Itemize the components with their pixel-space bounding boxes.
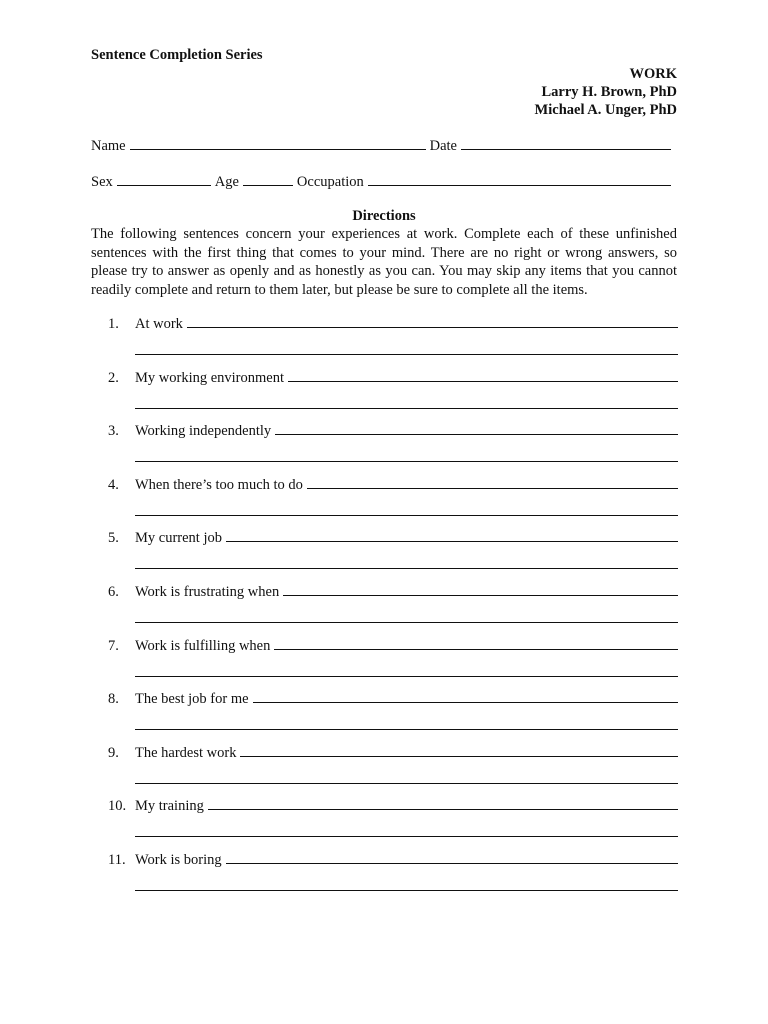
item-prompt: My current job [135, 530, 222, 547]
occupation-field[interactable] [368, 173, 671, 186]
sentence-item-prompt-row [108, 637, 678, 655]
item-number: 8. [108, 691, 119, 708]
item-prompt: At work [135, 316, 183, 332]
age-field[interactable] [243, 173, 293, 186]
date-field[interactable] [461, 137, 671, 150]
answer-line[interactable] [275, 422, 678, 435]
sentence-item [108, 422, 678, 462]
answer-line[interactable] [240, 744, 678, 757]
occupation-label: Occupation [296, 174, 364, 190]
sex-age-occupation-row [91, 173, 671, 191]
item-number: 10. [108, 798, 127, 815]
sentence-item [108, 851, 678, 891]
sentence-item [108, 476, 678, 516]
item-prompt: My working environment [135, 369, 285, 386]
answer-line-continuation[interactable] [135, 461, 678, 462]
sentence-item-prompt-row [108, 690, 678, 708]
item-prompt: Working independently [135, 423, 272, 440]
item-number: 6. [108, 584, 119, 600]
name-date-row [91, 137, 671, 155]
topic-title: WORK [629, 66, 677, 82]
answer-line-continuation[interactable] [135, 676, 678, 677]
sentence-item [108, 529, 678, 569]
directions-title: Directions [352, 208, 416, 224]
item-number: 2. [108, 369, 119, 386]
answer-line[interactable] [288, 369, 678, 382]
answer-line[interactable] [187, 315, 678, 328]
item-prompt: When there’s too much to do [135, 476, 303, 493]
answer-line[interactable] [307, 476, 678, 489]
series-title: Sentence Completion Series [91, 47, 263, 63]
answer-line[interactable] [226, 851, 678, 864]
answer-line-continuation[interactable] [135, 354, 678, 355]
sentence-item [108, 369, 678, 409]
item-prompt: The hardest work [135, 744, 237, 761]
sentence-item-prompt-row [108, 315, 678, 333]
directions-text: The following sentences concern your experiences at work. Complete each of these unfinished sentences with the first thing that comes to your mind. There are no right or wrong answers, so please try to answer as openly and as honestly as you can. You may skip any items that you cannot readily complete and return to them later, but please be sure to complete all the items. [91, 226, 677, 298]
sex-label: Sex [91, 174, 113, 190]
sentence-item-prompt-row [108, 744, 678, 762]
answer-line-continuation[interactable] [135, 836, 678, 837]
sentence-item [108, 637, 678, 677]
sentence-item-prompt-row [108, 529, 678, 547]
answer-line-continuation[interactable] [135, 568, 678, 569]
answer-line[interactable] [283, 583, 678, 596]
answer-line[interactable] [253, 690, 678, 703]
item-prompt: The best job for me [135, 691, 249, 708]
item-number: 7. [108, 637, 119, 654]
answer-line-continuation[interactable] [135, 729, 678, 730]
item-number: 11. [108, 852, 126, 868]
item-prompt: Work is boring [135, 852, 222, 868]
name-label: Name [91, 138, 126, 154]
item-prompt: Work is fulfilling when [135, 637, 271, 654]
answer-line[interactable] [274, 637, 678, 650]
item-number: 3. [108, 423, 119, 440]
date-label: Date [429, 138, 457, 154]
item-number: 5. [108, 530, 119, 547]
author-1: Larry H. Brown, PhD [541, 84, 677, 100]
item-number: 1. [108, 316, 119, 332]
author-2: Michael A. Unger, PhD [534, 102, 677, 118]
sentence-item-prompt-row [108, 797, 678, 815]
sentence-item [108, 583, 678, 623]
sentence-item-prompt-row [108, 422, 678, 440]
answer-line-continuation[interactable] [135, 783, 678, 784]
sentence-item [108, 797, 678, 837]
item-prompt: Work is frustrating when [135, 584, 280, 600]
header-block [535, 65, 677, 119]
answer-line[interactable] [208, 797, 678, 810]
sentence-item-prompt-row [108, 851, 678, 869]
item-number: 9. [108, 744, 119, 761]
sentence-item-prompt-row [108, 583, 678, 601]
item-number: 4. [108, 476, 119, 493]
item-prompt: My training [135, 798, 204, 815]
sentence-item [108, 315, 678, 355]
sex-field[interactable] [117, 173, 211, 186]
age-label: Age [214, 174, 239, 190]
sentence-item-prompt-row [108, 476, 678, 494]
answer-line-continuation[interactable] [135, 408, 678, 409]
answer-line[interactable] [226, 529, 678, 542]
name-field[interactable] [130, 137, 426, 150]
answer-line-continuation[interactable] [135, 515, 678, 516]
sentence-item [108, 744, 678, 784]
answer-line-continuation[interactable] [135, 622, 678, 623]
answer-line-continuation[interactable] [135, 890, 678, 891]
sentence-item-prompt-row [108, 369, 678, 387]
sentence-item [108, 690, 678, 730]
